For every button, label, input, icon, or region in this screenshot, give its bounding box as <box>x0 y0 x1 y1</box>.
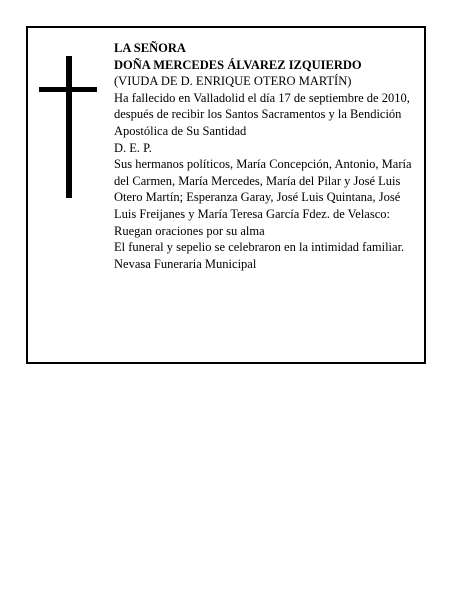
death-announcement: Ha fallecido en Valladolid el día 17 de septiembre de 2010, después de recibir los Santos Sacramentos y la Bendición Apostólica de Su Santidad <box>114 90 410 138</box>
notice-text <box>114 40 414 272</box>
family-members: Sus hermanos políticos, María Concepción, Antonio, María del Carmen, María Mercedes, María del Pilar y José Luis Otero Martín; Esperanza Garay, José Luis Quintana, José Luis Freijanes y María Teresa García Fdez. de Velasco: <box>114 157 412 221</box>
funeral-home: Nevasa Funeraria Municipal <box>114 256 257 271</box>
cross-horizontal-bar <box>39 87 97 92</box>
obituary-notice <box>26 26 426 364</box>
funeral-info: El funeral y sepelio se celebraron en la intimidad familiar. <box>114 240 405 255</box>
cross-vertical-bar <box>66 56 72 198</box>
rest-in-peace: D. E. P. <box>114 140 152 155</box>
widow-of: (VIUDA DE D. ENRIQUE OTERO MARTÍN) <box>114 74 352 89</box>
notice-title: LA SEÑORA <box>114 41 186 55</box>
prayer-request: Ruegan oraciones por su alma <box>114 223 265 238</box>
deceased-name: DOÑA MERCEDES ÁLVAREZ IZQUIERDO <box>114 57 362 72</box>
